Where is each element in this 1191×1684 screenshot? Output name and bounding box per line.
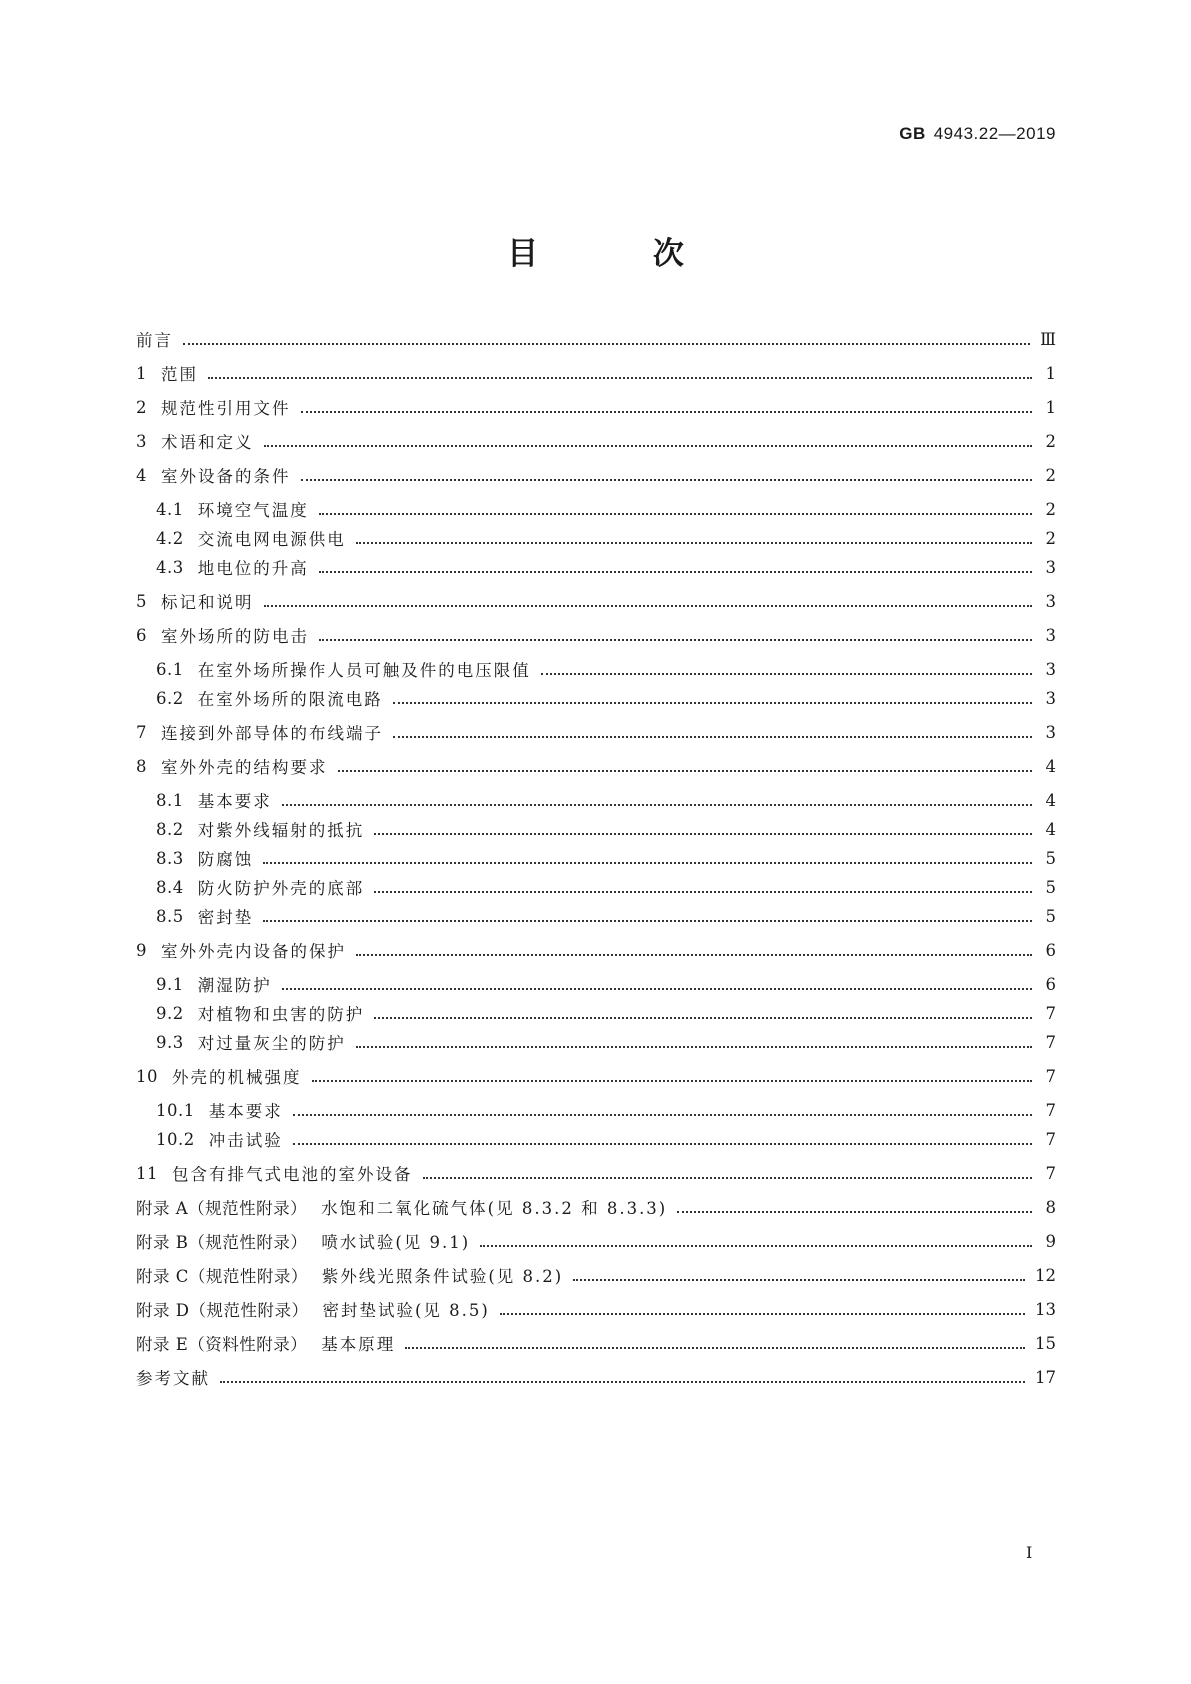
toc-number: 8.5 (156, 906, 184, 926)
toc-label: 喷水试验(见 9.1) (321, 1233, 471, 1252)
toc-number: 附录 A（规范性附录） (136, 1199, 308, 1218)
toc-page: 15 (1035, 1333, 1056, 1353)
toc-entry-4-3[interactable] (136, 554, 1056, 580)
toc-entry-6[interactable] (136, 622, 1056, 648)
toc-label: 连接到外部导体的布线端子 (161, 724, 383, 743)
toc-number: 5 (136, 591, 147, 611)
toc-entry-7[interactable] (136, 719, 1056, 745)
toc-page: 7 (1045, 1066, 1056, 1086)
toc-page: 7 (1045, 1032, 1056, 1052)
toc-label: 密封垫试验(见 8.5) (322, 1301, 490, 1320)
toc-number: 6.1 (156, 659, 184, 679)
dot-leader (319, 571, 1032, 573)
standard-code (899, 124, 1056, 144)
dot-leader (374, 1017, 1032, 1019)
toc-entry-8-2[interactable] (136, 816, 1056, 842)
toc-number: 10 (136, 1066, 158, 1086)
toc-number: 11 (136, 1163, 158, 1183)
toc-entry-9-2[interactable] (136, 1000, 1056, 1026)
toc-entry-8-3[interactable] (136, 845, 1056, 871)
toc-entry-6-2[interactable] (136, 685, 1056, 711)
toc-label: 对紫外线辐射的抵抗 (197, 821, 365, 840)
toc-entry-appendix-a[interactable] (136, 1194, 1056, 1220)
toc-page: 3 (1045, 557, 1056, 577)
toc-page: 9 (1045, 1231, 1056, 1251)
toc-label: 室外设备的条件 (161, 467, 291, 486)
toc-entry-8[interactable] (136, 753, 1056, 779)
toc-label: 外壳的机械强度 (172, 1068, 302, 1087)
toc-number: 3 (136, 431, 147, 451)
toc-entry-9[interactable] (136, 937, 1056, 963)
toc-page: 7 (1045, 1129, 1056, 1149)
toc-entry-4-1[interactable] (136, 496, 1056, 522)
toc-label: 标记和说明 (161, 593, 254, 612)
toc-label: 规范性引用文件 (161, 399, 291, 418)
toc-page: 13 (1035, 1299, 1056, 1319)
toc-page: 6 (1045, 974, 1056, 994)
toc-label: 包含有排气式电池的室外设备 (172, 1165, 413, 1184)
toc-label: 范围 (161, 365, 198, 384)
dot-leader (293, 1114, 1032, 1116)
toc-label: 防腐蚀 (197, 850, 254, 869)
dot-leader (183, 343, 1030, 345)
toc-number: 附录 D（规范性附录） (136, 1301, 309, 1320)
dot-leader (293, 1143, 1032, 1145)
toc-number: 10.1 (156, 1100, 195, 1120)
dot-leader (677, 1211, 1032, 1213)
toc-number: 8.2 (156, 819, 184, 839)
toc-number: 附录 B（规范性附录） (136, 1233, 308, 1252)
dot-leader (263, 862, 1032, 864)
dot-leader (319, 639, 1032, 641)
dot-leader (264, 445, 1033, 447)
dot-leader (374, 833, 1032, 835)
dot-leader (393, 736, 1032, 738)
toc-page: 5 (1045, 877, 1056, 897)
toc-label: 防火防护外壳的底部 (197, 879, 365, 898)
toc-page: 2 (1045, 431, 1056, 451)
toc-label: 在室外场所的限流电路 (197, 690, 383, 709)
toc-number: 附录 C（规范性附录） (136, 1267, 308, 1286)
toc-page: 6 (1045, 940, 1056, 960)
dot-leader (301, 411, 1033, 413)
dot-leader (405, 1347, 1025, 1349)
dot-leader (301, 479, 1033, 481)
standard-number: 4943.22—2019 (933, 124, 1056, 143)
toc-number: 4.3 (156, 557, 184, 577)
toc-page: 3 (1045, 688, 1056, 708)
toc-label: 密封垫 (197, 908, 254, 927)
toc-label: 前言 (136, 331, 173, 350)
toc-label: 环境空气温度 (197, 501, 309, 520)
toc-entry-4-2[interactable] (136, 525, 1056, 551)
toc-number: 8.1 (156, 790, 184, 810)
dot-leader (393, 702, 1032, 704)
toc-label: 室外外壳的结构要求 (161, 758, 328, 777)
toc-entry-foreword[interactable] (136, 326, 1056, 352)
dot-leader (541, 673, 1032, 675)
page-number: Ⅰ (1026, 1543, 1033, 1562)
toc-number: 附录 E（资料性附录） (136, 1335, 308, 1354)
dot-leader (573, 1279, 1025, 1281)
toc-label: 水饱和二氧化硫气体(见 8.3.2 和 8.3.3) (321, 1199, 668, 1218)
toc-entry-appendix-c[interactable] (136, 1262, 1056, 1288)
toc-number: 4.1 (156, 499, 184, 519)
toc-label: 术语和定义 (161, 433, 254, 452)
dot-leader (423, 1177, 1033, 1179)
toc-number: 9.2 (156, 1003, 184, 1023)
toc-entry-references[interactable] (136, 1364, 1056, 1390)
dot-leader (480, 1245, 1032, 1247)
toc-label: 对植物和虫害的防护 (197, 1005, 365, 1024)
toc-page: 7 (1045, 1163, 1056, 1183)
toc-entry-11[interactable] (136, 1160, 1056, 1186)
toc-page: 8 (1045, 1197, 1056, 1217)
toc-entry-1[interactable] (136, 360, 1056, 386)
toc-page: 3 (1045, 659, 1056, 679)
toc-page: 4 (1045, 790, 1056, 810)
dot-leader (319, 513, 1032, 515)
dot-leader (312, 1080, 1033, 1082)
dot-leader (356, 1046, 1032, 1048)
toc-entry-3[interactable] (136, 428, 1056, 454)
toc-number: 9.1 (156, 974, 184, 994)
toc-label: 参考文献 (136, 1369, 210, 1388)
toc-entry-appendix-d[interactable] (136, 1296, 1056, 1322)
toc-entry-appendix-b[interactable] (136, 1228, 1056, 1254)
toc-page: 5 (1045, 906, 1056, 926)
dot-leader (356, 542, 1032, 544)
toc-label: 基本要求 (197, 792, 272, 811)
toc-entry-10[interactable] (136, 1063, 1056, 1089)
toc-entry-10-1[interactable] (136, 1097, 1056, 1123)
toc-number: 4.2 (156, 528, 184, 548)
dot-leader (220, 1381, 1025, 1383)
toc-label: 紫外线光照条件试验(见 8.2) (321, 1267, 564, 1286)
toc-label: 对过量灰尘的防护 (197, 1034, 346, 1053)
toc-number: 6 (136, 625, 147, 645)
dot-leader (282, 988, 1032, 990)
toc-number: 8 (136, 756, 147, 776)
toc-number: 6.2 (156, 688, 184, 708)
toc-label: 地电位的升高 (197, 559, 309, 578)
toc-page: 3 (1045, 625, 1056, 645)
toc-entry-9-3[interactable] (136, 1029, 1056, 1055)
toc-entry-8-1[interactable] (136, 787, 1056, 813)
dot-leader (263, 920, 1032, 922)
dot-leader (208, 377, 1032, 379)
toc-number: 8.4 (156, 877, 184, 897)
toc-page: 2 (1045, 499, 1056, 519)
toc-label: 室外外壳内设备的保护 (161, 942, 346, 961)
toc-label: 潮湿防护 (197, 976, 272, 995)
toc-entry-6-1[interactable] (136, 656, 1056, 682)
toc-number: 7 (136, 722, 147, 742)
toc-label: 交流电网电源供电 (197, 530, 346, 549)
toc-number: 9 (136, 940, 147, 960)
toc-page: 3 (1045, 591, 1056, 611)
toc-page: 5 (1045, 848, 1056, 868)
dot-leader (282, 804, 1032, 806)
toc-page: 17 (1035, 1367, 1056, 1387)
toc-page: 7 (1045, 1003, 1056, 1023)
toc-entry-8-5[interactable] (136, 903, 1056, 929)
toc-page: 3 (1045, 722, 1056, 742)
toc-number: 1 (136, 363, 147, 383)
toc-page: 4 (1045, 819, 1056, 839)
toc-entry-4[interactable] (136, 462, 1056, 488)
standard-prefix: GB (899, 124, 926, 143)
toc-label: 冲击试验 (208, 1131, 283, 1150)
page-title: 目 次 (507, 236, 736, 272)
toc-entry-8-4[interactable] (136, 874, 1056, 900)
toc-label: 室外场所的防电击 (161, 627, 309, 646)
toc-page: 2 (1045, 528, 1056, 548)
toc-label: 基本原理 (321, 1335, 396, 1354)
dot-leader (500, 1313, 1025, 1315)
toc-entry-2[interactable] (136, 394, 1056, 420)
toc-page: 12 (1035, 1265, 1056, 1285)
toc-number: 4 (136, 465, 147, 485)
dot-leader (264, 605, 1033, 607)
toc-number: 10.2 (156, 1129, 195, 1149)
toc-page: 1 (1045, 397, 1056, 417)
dot-leader (356, 954, 1032, 956)
toc-entry-10-2[interactable] (136, 1126, 1056, 1152)
dot-leader (338, 770, 1033, 772)
toc-entry-9-1[interactable] (136, 971, 1056, 997)
toc-label: 基本要求 (208, 1102, 283, 1121)
dot-leader (374, 891, 1032, 893)
toc-entry-appendix-e[interactable] (136, 1330, 1056, 1356)
toc-number: 9.3 (156, 1032, 184, 1052)
toc-number: 8.3 (156, 848, 184, 868)
toc-entry-5[interactable] (136, 588, 1056, 614)
toc-page: Ⅲ (1040, 329, 1056, 349)
toc-page: 4 (1045, 756, 1056, 776)
toc-number: 2 (136, 397, 147, 417)
toc-label: 在室外场所操作人员可触及件的电压限值 (197, 661, 531, 680)
toc-page: 1 (1045, 363, 1056, 383)
toc-page: 7 (1045, 1100, 1056, 1120)
toc-page: 2 (1045, 465, 1056, 485)
